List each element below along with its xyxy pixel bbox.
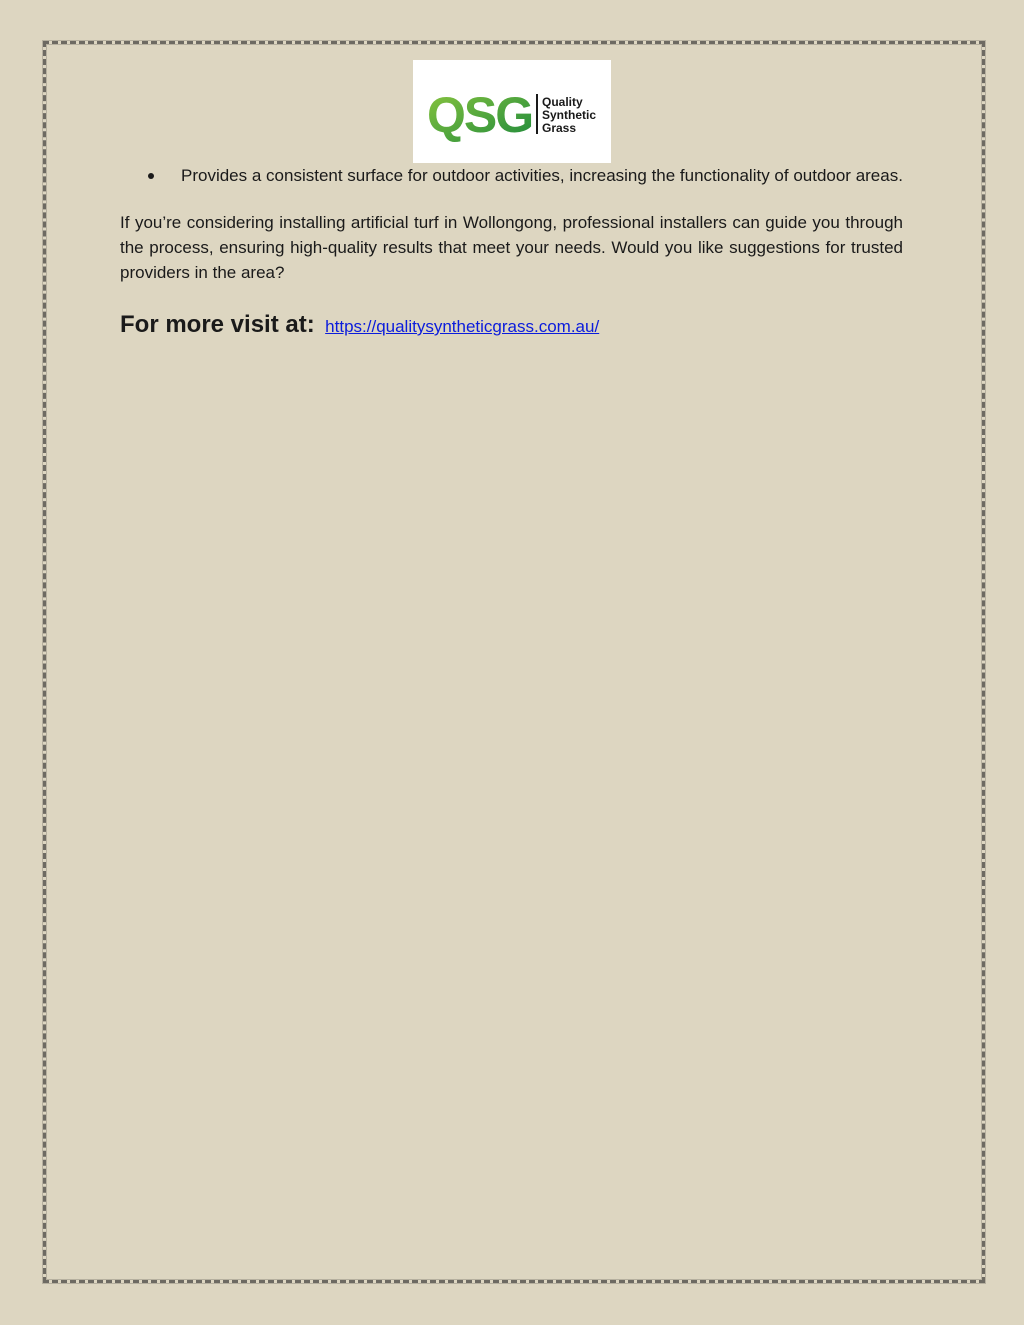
visit-label: For more visit at: <box>120 311 315 338</box>
logo-line-grass: Grass <box>542 121 577 135</box>
bullet-text: Provides a consistent surface for outdoor activities, increasing the functionality of outdoor areas. <box>181 166 903 185</box>
bullet-icon <box>148 173 154 179</box>
visit-line <box>120 311 903 339</box>
qsg-logo-icon <box>413 60 611 163</box>
list-item <box>120 163 903 188</box>
body-paragraph: If you’re considering installing artificial turf in Wollongong, professional installers can guide you through the process, ensuring high-quality results that meet your needs. Would you like suggestions for trusted providers in the area? <box>120 213 903 282</box>
logo-line-quality: Quality <box>542 95 583 109</box>
document-body <box>120 163 903 339</box>
company-logo <box>413 60 611 163</box>
bullet-list <box>120 163 903 188</box>
website-link[interactable]: https://qualitysyntheticgrass.com.au/ <box>325 317 600 336</box>
logo-initials: QSG <box>427 87 533 143</box>
logo-line-synthetic: Synthetic <box>542 108 597 122</box>
logo-divider <box>536 94 538 134</box>
